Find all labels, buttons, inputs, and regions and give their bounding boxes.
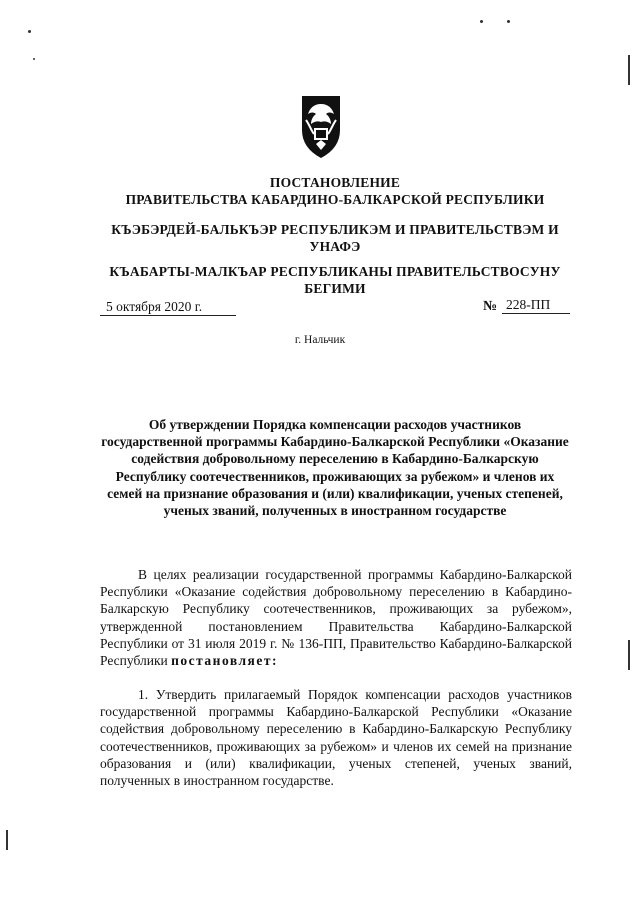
document-title: Об утверждении Порядка компенсации расходов участников государственной программы Кабардино-Балкарской Республики «Оказание содействия добровольному переселению в Кабардино-Балкарскую Республику соотечественников, проживающих за рубежом» и членов их семей на признание образования и (или) квалификации, ученых степеней, ученых званий, полученных в иностранном государстве bbox=[101, 417, 569, 519]
scan-speck bbox=[480, 20, 483, 23]
scan-edge-mark bbox=[6, 830, 8, 850]
body-paragraph-1 bbox=[100, 566, 572, 669]
body-paragraph-2: 1. Утвердить прилагаемый Порядок компенсации расходов участников государственной программы Кабардино-Балкарской Республики «Оказание содействия добровольному переселению в Кабардино-Балкарскую Республику соотечественников, проживающих за рубежом» и членов их семей на признание образования и (или) квалификации, ученых степеней, ученых званий, полученных в иностранном государстве. bbox=[100, 687, 572, 789]
number-label: № bbox=[483, 299, 498, 314]
scan-edge-mark bbox=[628, 55, 630, 85]
document-date: 5 октября 2020 г. bbox=[100, 298, 236, 316]
scan-speck bbox=[28, 30, 31, 33]
header-title: ПОСТАНОВЛЕНИЕ bbox=[269, 175, 401, 190]
paragraph-text: В целях реализации государственной программы Кабардино-Балкарской Республики «Оказание содействия добровольному переселению в Кабардино-Балкарскую Республику соотечественников, проживающих за рубежом», утвержденной постановлением Правительства Кабардино-Балкарской Республики от 31 июля 2019 г. № 136-ПП, Правительство Кабардино-Балкарской Республики bbox=[100, 567, 572, 669]
scan-speck bbox=[507, 20, 510, 23]
header-kabardian: КЪЭБЭРДЕЙ-БАЛЬКЪЭР РЕСПУБЛИКЭМ И ПРАВИТЕЛЬСТВЭМ И УНАФЭ bbox=[111, 222, 559, 254]
scan-speck bbox=[33, 58, 35, 60]
coat-of-arms-icon bbox=[296, 90, 346, 160]
document-city: г. Нальчик bbox=[294, 334, 346, 346]
document-number: 228-ПП bbox=[502, 296, 570, 314]
document-header bbox=[100, 174, 570, 208]
scan-edge-mark bbox=[628, 640, 630, 670]
header-government: ПРАВИТЕЛЬСТВА КАБАРДИНО-БАЛКАРСКОЙ РЕСПУБЛИКИ bbox=[125, 192, 545, 207]
resolution-keyword: постановляет: bbox=[171, 653, 278, 669]
header-balkar: КЪАБАРТЫ-МАЛКЪАР РЕСПУБЛИКАНЫ ПРАВИТЕЛЬСТВОСУНУ БЕГИМИ bbox=[109, 264, 561, 296]
